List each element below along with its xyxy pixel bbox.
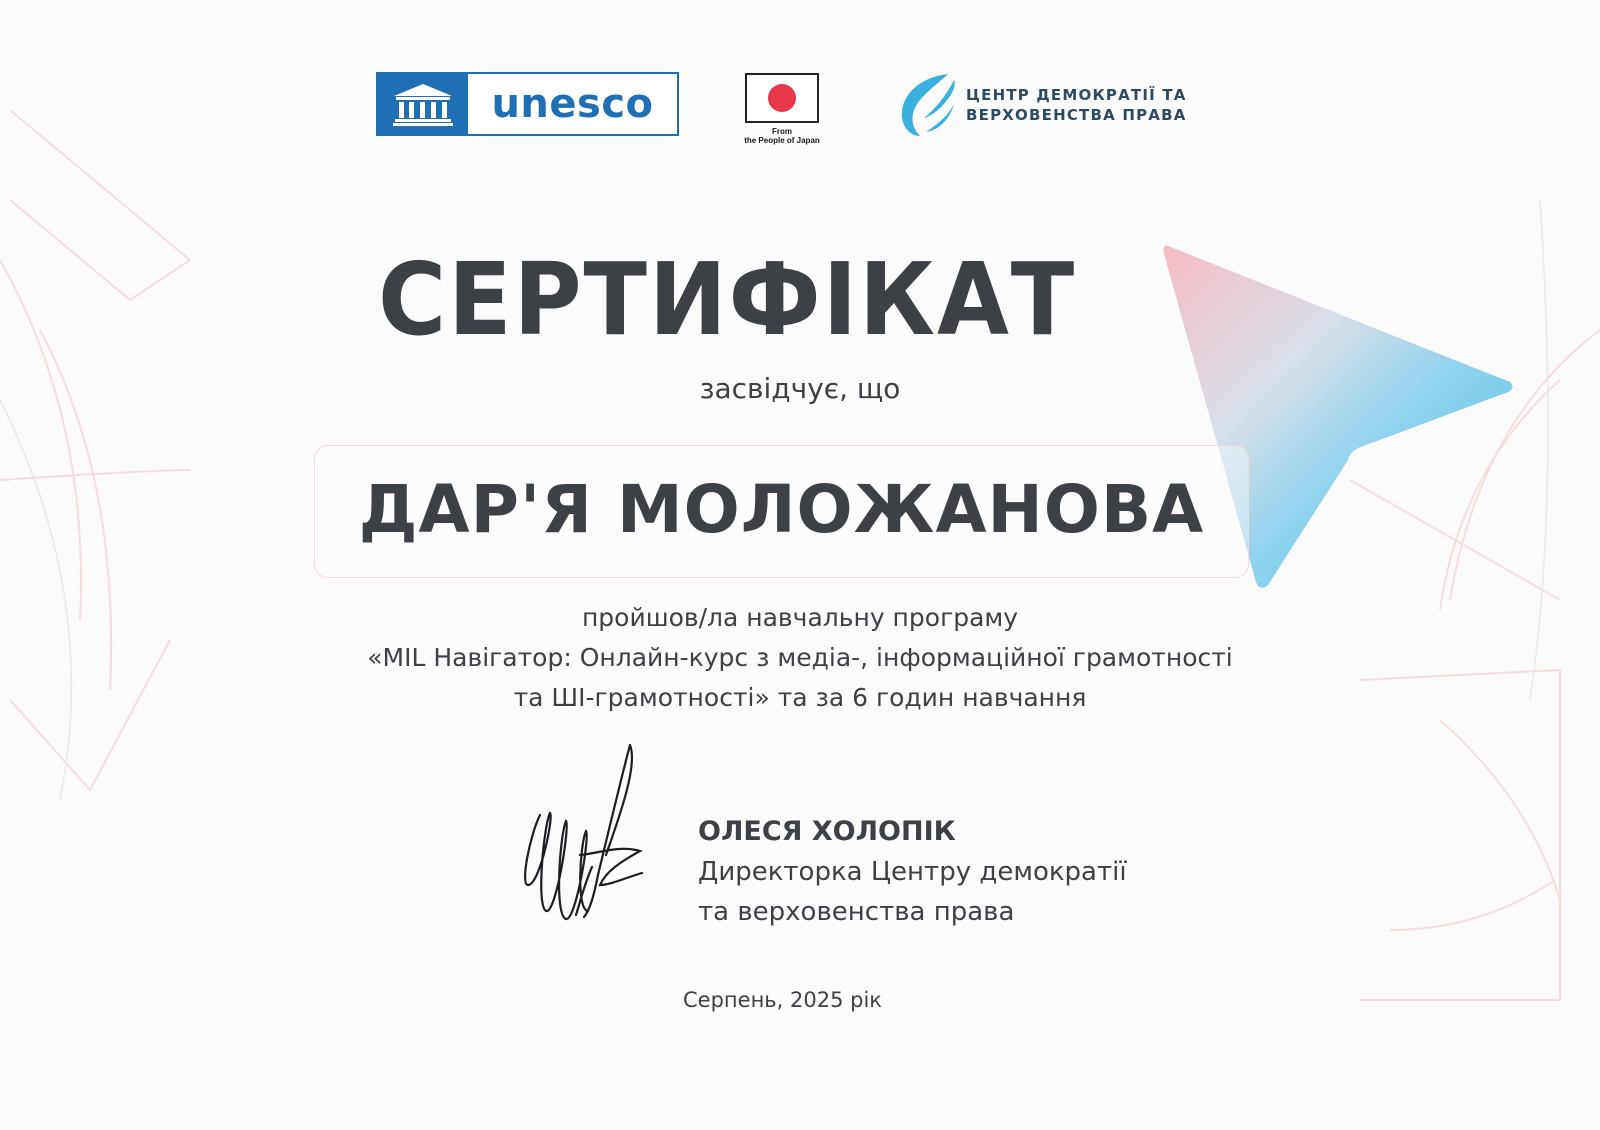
cdvp-leaf-icon <box>896 72 958 138</box>
unesco-wordmark: unesco <box>491 81 654 127</box>
japan-caption: From the People of Japan <box>744 127 820 145</box>
unesco-logo <box>376 72 679 136</box>
program-line-1: пройшов/ла навчальну програму <box>581 603 1019 632</box>
program-line-2: «MIL Навігатор: Онлайн-курс з медіа-, інформаційної грамотності <box>367 643 1233 672</box>
recipient-name: ДАР'Я МОЛОЖАНОВА <box>358 471 1205 548</box>
signer-role: Директорка Центру демократії та верховенства права <box>698 857 1127 927</box>
certificate-subtitle: засвідчує, що <box>699 372 901 405</box>
signer-block <box>698 812 1127 932</box>
cdvp-logo <box>896 72 1187 138</box>
japan-logo <box>741 73 823 153</box>
unesco-emblem-icon <box>378 74 468 134</box>
handwritten-signature <box>510 735 690 945</box>
japan-flag-icon <box>745 73 819 123</box>
cdvp-line1: ЦЕНТР ДЕМОКРАТІЇ ТА <box>966 86 1187 104</box>
cdvp-name <box>966 85 1187 125</box>
signer-name: ОЛЕСЯ ХОЛОПІК <box>698 816 956 847</box>
issue-date: Серпень, 2025 рік <box>683 988 882 1012</box>
cdvp-line2: ВЕРХОВЕНСТВА ПРАВА <box>966 106 1187 124</box>
program-description <box>0 598 1600 718</box>
certificate-title: СЕРТИФІКАТ <box>378 241 1077 358</box>
program-line-3: та ШІ-грамотності» та за 6 годин навчання <box>513 683 1087 712</box>
